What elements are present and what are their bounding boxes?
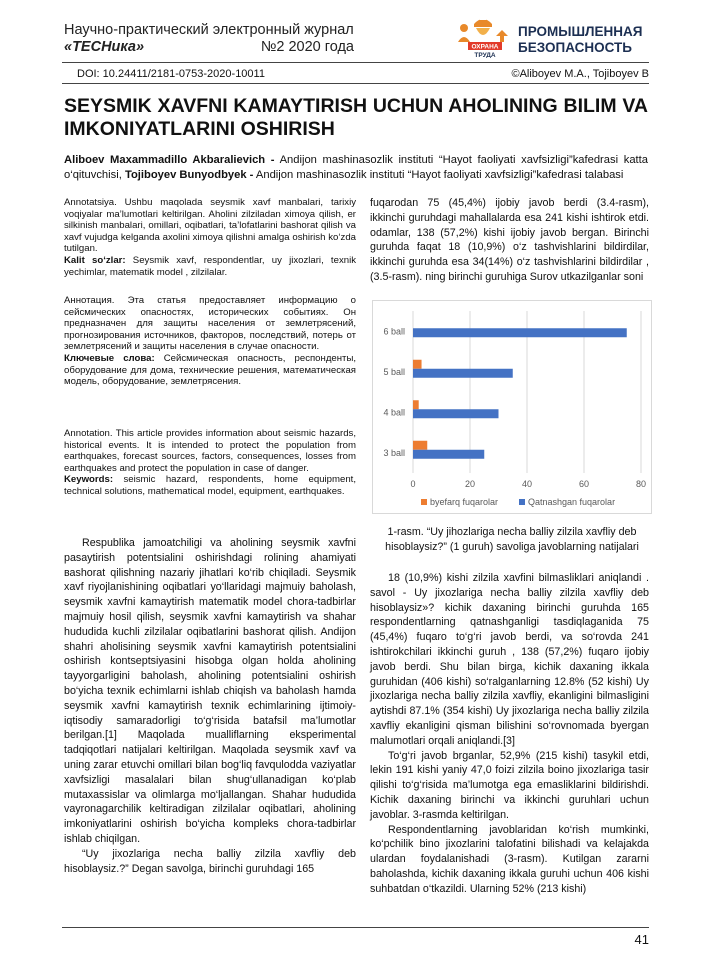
bar: [413, 400, 419, 409]
right-paragraph-top: fuqarodan 75 (45,4%) ijobiy javob berdi (3.4-rasm), ikkinchi guruhdagi mahallalarda esa 241 kishi ishtirok etdi. odamlar, 138 (57,2%) kishi ijobiy javob bergan. Birinchi guruhda faqat 18 (10,9%) o‘z tashvishlarini bildirdilar, ikkinchi guruhda esa 34(14%) o‘z tashvishlarini bildirdilar , (3.5-rasm). ning birinchi guruhiga Surov utkazilganlar soni: [370, 197, 649, 283]
author-1-name: Aliboev Maxammadillo Akbaralievich -: [64, 154, 275, 166]
bar: [413, 441, 427, 450]
authors: [64, 153, 648, 183]
y-tick-label: 3 ball: [383, 447, 405, 458]
chart-frame: [372, 300, 652, 514]
x-tick-label: 80: [635, 479, 647, 489]
logo-text-2: ТРУДА: [474, 52, 496, 58]
x-tick-label: 60: [578, 479, 590, 489]
page-number: 41: [634, 932, 649, 947]
right-paragraph-2: To‘g‘ri javob brganlar, 52,9% (215 kishi) tasykil etdi, lekin 191 kishi yaniy 47,0 foizi zilzila boino jixozlariga tasir qilishi to‘g‘risida ma’lumotga ega emasliklarini bildirishdi. Kichik daxaning birinchi va ikkinchi guruhlari uchun javoblar. 3-rasmda keltirilgan.: [370, 749, 649, 821]
bar: [413, 360, 422, 369]
abstract-uz-kw-label: Kalit so‘zlar:: [64, 254, 126, 266]
legend-swatch: [519, 499, 525, 505]
author-1-affiliation: Andijon mashinasozlik instituti “Hayot faoliyati xavfsizligi”kafedrasi katta o‘qituvchisi,: [64, 154, 648, 181]
bar: [413, 328, 627, 337]
brand-line2: БЕЗОПАСНОСТЬ: [518, 40, 632, 55]
right-body: [370, 571, 649, 897]
figure-caption: 1-rasm. “Uy jihozlariga necha balliy zilzila xavfliy deb hisoblaysiz?” (1 guruh) savoliga javoblarning natijalari: [385, 526, 639, 553]
author-2-name: Tojiboyev Bunyodbyek -: [124, 169, 254, 181]
journal-name: «ТЕСНика»: [64, 39, 145, 55]
y-tick-label: 6 ball: [383, 326, 405, 337]
x-tick-label: 40: [521, 479, 533, 489]
abstract-en-keywords: seismic hazard, respondents, home equipment, technical solutions, mathematical model, equipment, earthquakes.: [64, 474, 356, 497]
y-tick-label: 4 ball: [383, 407, 405, 418]
copyright: ©Aliboyev M.A., Tojiboyev B: [511, 68, 649, 80]
bar: [413, 450, 484, 459]
right-paragraph-3: Respondentlarning javoblaridan ko‘rish mumkinki, ko‘pchilik bino jixozlarini talofatini bilishadi va kelajakda ulardan foydalanishadi (3-rasm). Kutilgan zararni baholashda, kichik daxaning ikkala guruhi uchun 406 kishi suhbatdan o‘tkazildi. Ularning 52% (213 kishi): [370, 823, 649, 895]
abstract-uz-keywords: Seysmik xavf, respondentlar, uy jixozlari, texnik yechimlar, matematik model , zilzilalar.: [64, 254, 356, 278]
left-paragraph-1: Respublika jamoatchiligi va aholining seysmik xavfni pasaytirish potentsialini oshirishdagi rolining ahamiyati ваshorat qilishning nazariy jihatlari ko‘rib chiqiladi. Seysmik xavf riyojlanishining oqibatlari yo‘llaridagi majmuiy baholash, seysmik xavfni kamaytirish matematik model chora-tadbirlar majmuiy hosil qilish, seysmik xavfni kamaytirish va shahar hududida kuchli zilzilalar oqibatlarini bashorat qilish. Andijon shahri aholisining seysmik xavfni kamaytirish potentsialini oshirish kontseptsiyasini hisobga olgan holda aholining tayyorgarligini baholash, aholining potentsialini oshirish bo‘yicha texnik echimlarni ishlab chiqish va baholash hamda seysmik xavfni kamaytirish texnik echimlarining ijtimoiy-iqtisodiy samaradorligi to‘g‘risida batafsil ma’lumotlar berilgan.[1] Maqolada mualliflarning eksperimental tadqiqotlari natijalari keltirilgan. Maqolada seysmik xavf va uning zarar etuvchi omillari bilan bog‘liq favqulodda vaziyatlar xavfsizligi masalalari bilan shug‘ullanadigan ko‘plab mutaxassislar va olimlarga mo‘ljallangan. Shahar hududida vayronagarchilik keltiradigan zilzilalar oqibatlari, aholining imkoniyatlarini oshirish bo‘yicha kompleks chora-tadbirlar ishlab chiqilgan.: [64, 537, 356, 845]
abstract-en-kw-label: Keywords:: [64, 474, 114, 486]
left-paragraph-2: “Uy jixozlariga necha balliy zilzila xavfliy deb hisoblaysiz.?” Degan savolga, birinchi guruhdagi 165: [64, 847, 356, 875]
article-title: SEYSMIK XAVFNI KAMAYTIRISH UCHUN AHOLINING BILIM VA IMKONIYATLARINI OSHIRISH: [64, 95, 648, 140]
abstract-uz: [64, 197, 356, 278]
brand-line1: ПРОМЫШЛЕННАЯ: [518, 24, 643, 39]
left-body: [64, 536, 356, 876]
right-paragraph-1: 18 (10,9%) kishi zilzila xavfini bilmasliklari aniqlandi . savol - Uy jixozlariga necha balliy zilzila xavfliy deb hisoblaysiz»? kichik daxaning birinchi guruhda 165 respondentlarning qatnashganligi tasdiqlaganida 75 (45,4%) fuqaro to‘g‘ri javob berdi, va so‘rovda 241 ishtirokchilari ikkinchi guruh , 138 (57,2%) fuqaro ijobiy javob berdi. Shu bilan birga, kichik daxaning ikkala guruhidan (406 kishi) so‘ralganlarning 12.8% (52 kishi) Uy jixozlariga necha balliy zilzila xavfliy, ekanligini bilmasligini aytishdi 87.1% (354 kishi) Uy jixozlariga necha balliy zilzila xavfliy ekanligini qisman bilishini so‘rovnomada byergan malumotlari orqali aniqlandi.[3]: [370, 572, 649, 747]
doi: DOI: 10.24411/2181-0753-2020-10011: [77, 68, 265, 80]
y-tick-label: 5 ball: [383, 366, 405, 377]
bar-chart: [373, 301, 651, 513]
doi-rule: [62, 83, 649, 84]
header-rule: [62, 62, 649, 63]
safety-logo-icon: [452, 12, 514, 58]
abstract-ru-keywords: Сейсмическая опасность, респонденты, оборудование для дома, технические решения, математическая модель, оборудование, землетрясения.: [64, 352, 357, 388]
legend-swatch: [421, 499, 427, 505]
issue-number: №2 2020 года: [260, 39, 354, 55]
legend-label: Qatnashgan fuqarolar: [528, 497, 616, 507]
footer-rule: [62, 927, 649, 928]
bar: [413, 369, 513, 378]
x-tick-label: 20: [464, 479, 476, 489]
brand-title: [518, 24, 643, 56]
journal-line1: Научно-практический электронный журнал: [64, 22, 354, 38]
abstract-en: [64, 428, 356, 498]
logo-text-1: ОХРАНА: [471, 43, 499, 51]
abstract-en-text: Annotation. This article provides information about seismic hazards, historical events. It is intended to protect the population from earthquakes, forecast sources, factors, consequences, losses from earthquakes and protect the population in case of danger.: [64, 428, 356, 474]
right-top-text: [370, 196, 649, 285]
journal-header: [64, 22, 354, 56]
abstract-uz-text: Annotatsiya. Ushbu maqolada seysmik xavf manbalari, tarixiy voqiyalar ma’lumotlari keltirilgan. Aholini zilziladan ximoya qilish, er silkinish manbalari, omillari, oqibatlari, ta’lofatlarini bashorat qilish va xavf vujudga kelganda axolini ximoya qilishni amalga oshirish ko‘zda tutilgan.: [64, 197, 356, 255]
bar: [413, 409, 499, 418]
legend-label: byefarq fuqarolar: [430, 497, 499, 507]
x-tick-label: 0: [410, 479, 416, 489]
author-2-affiliation: Andijon mashinasozlik instituti “Hayot faoliyati xavfsizligi”kafedrasi talabasi: [253, 169, 624, 181]
abstract-ru: [64, 295, 356, 388]
abstract-ru-text: Аннотация. Эта статья предоставляет информацию о сейсмических опасностях, исторических событиях. Он предназначен для защиты населения от землетрясений, прогнозирования источников, факторов, последствий, потерь от землетрясений и защиты населения в случае опасности.: [64, 295, 356, 353]
abstract-ru-kw-label: Ключевые слова:: [64, 352, 155, 364]
